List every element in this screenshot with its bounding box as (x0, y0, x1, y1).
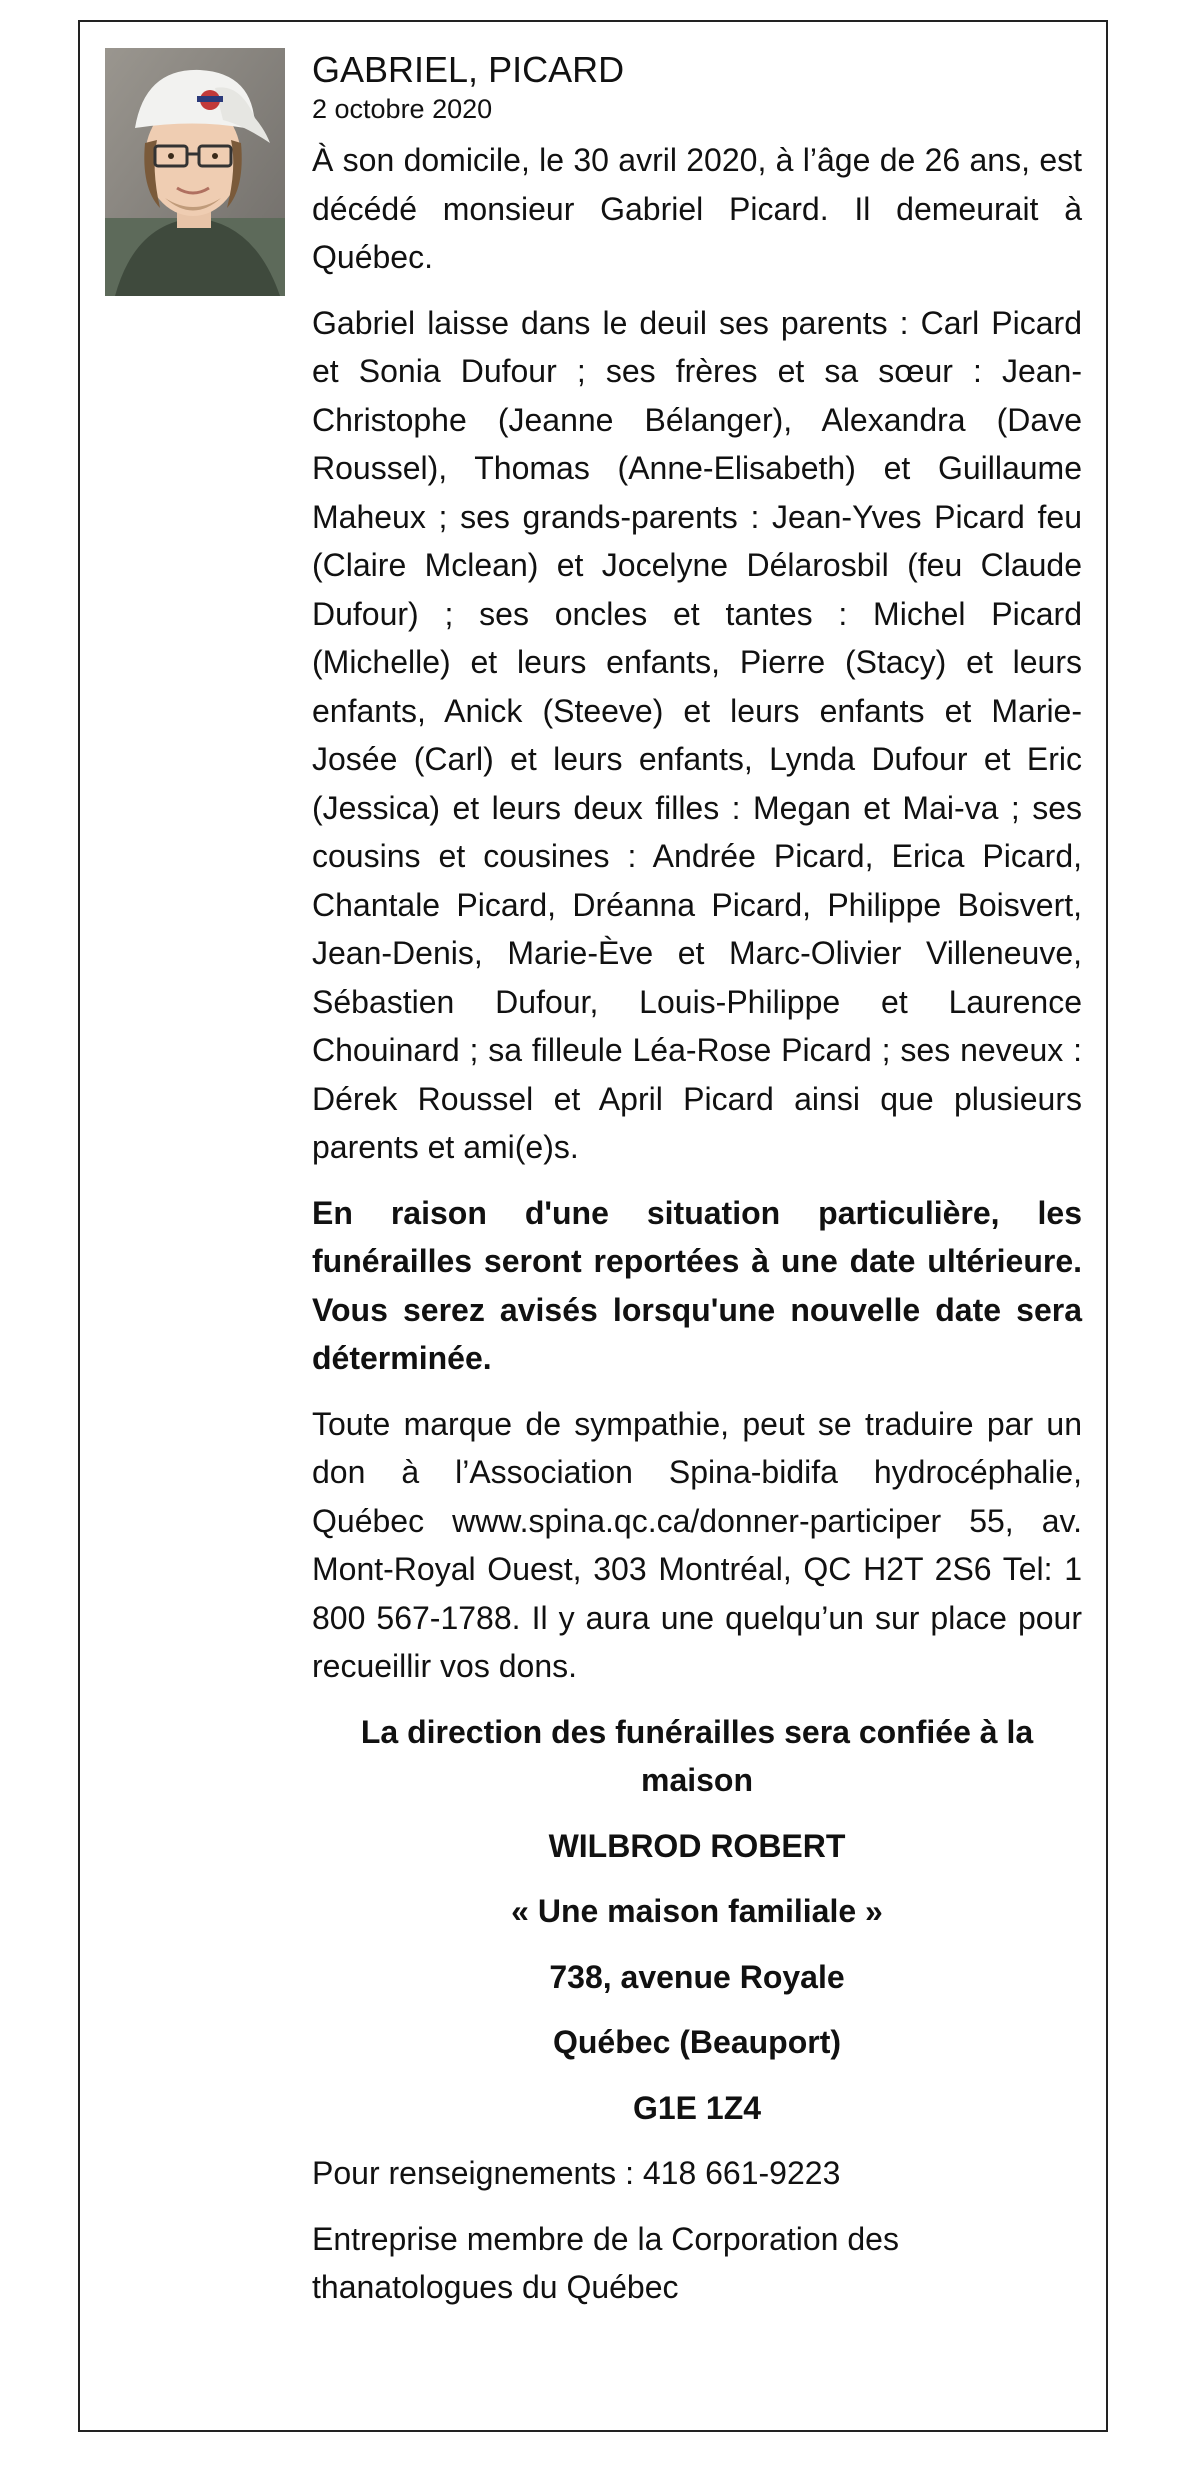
funeral-home-block (312, 1708, 1082, 2133)
death-announcement-paragraph: À son domicile, le 30 avril 2020, à l’âge de 26 ans, est décédé monsieur Gabriel Picard. Il demeurait à Québec. (312, 142, 1082, 275)
footer-block (312, 2149, 1082, 2312)
info-line: Pour renseignements : 418 661-9223 (312, 2155, 841, 2191)
funeral-home-postal-code: G1E 1Z4 (632, 2089, 762, 2126)
funeral-home-intro: La direction des funérailles sera confiée à la maison (360, 1713, 1034, 1798)
funeral-postponed-paragraph: En raison d'une situation particulière, les funérailles seront reportées à une date ultérieure. Vous serez avisés lorsqu'une nouvelle date sera déterminée. (312, 1194, 1082, 1376)
family-paragraph: Gabriel laisse dans le deuil ses parents : Carl Picard et Sonia Dufour ; ses frères et sa sœur : Jean-Christophe (Jeanne Bélanger), Alexandra (Dave Roussel), Thomas (Anne-Elisabeth) et Guillaume Maheux ; ses grands-parents : Jean-Yves Picard feu (Claire Mclean) et Jocelyne Délarosbil (feu Claude Dufour) ; ses oncles et tantes : Michel Picard (Michelle) et leurs enfants, Pierre (Stacy) et leurs enfants, Anick (Steeve) et leurs enfants et Marie-Josée (Carl) et leurs enfants, Lynda Dufour et Eric (Jessica) et leurs deux filles : Megan et Mai-va ; ses cousins et cousines : Andrée Picard, Erica Picard, Chantale Picard, Dréanna Picard, Philippe Boisvert, Jean-Denis, Marie-Ève et Marc-Olivier Villeneuve, Sébastien Dufour, Louis-Philippe et Laurence Chouinard ; sa filleule Léa-Rose Picard ; ses neveux : Dérek Roussel et April Picard ainsi que plusieurs parents et ami(e)s. (312, 304, 1082, 1165)
funeral-home-city: Québec (Beauport) (552, 2024, 842, 2060)
funeral-home-street: 738, avenue Royale (549, 1958, 845, 1995)
portrait-photo (105, 48, 285, 296)
donation-paragraph: Toute marque de sympathie, peut se traduire par un don à l’Association Spina-bidifa hydrocéphalie, Québec www.spina.qc.ca/donner-participer 55, av. Mont-Royal Ouest, 303 Montréal, QC H2T 2S6 Tel: 1 800 567-1788. Il y aura une quelqu’un sur place pour recueillir vos dons. (312, 1405, 1082, 1684)
membership-line: Entreprise membre de la Corporation des thanatologues du Québec (312, 2220, 899, 2305)
funeral-home-slogan: « Une maison familiale » (511, 1893, 883, 1929)
deceased-name: GABRIEL, PICARD (312, 49, 625, 90)
notice-content (312, 48, 1082, 2329)
publication-date: 2 octobre 2020 (312, 94, 493, 124)
funeral-home-name: WILBROD ROBERT (548, 1827, 846, 1864)
